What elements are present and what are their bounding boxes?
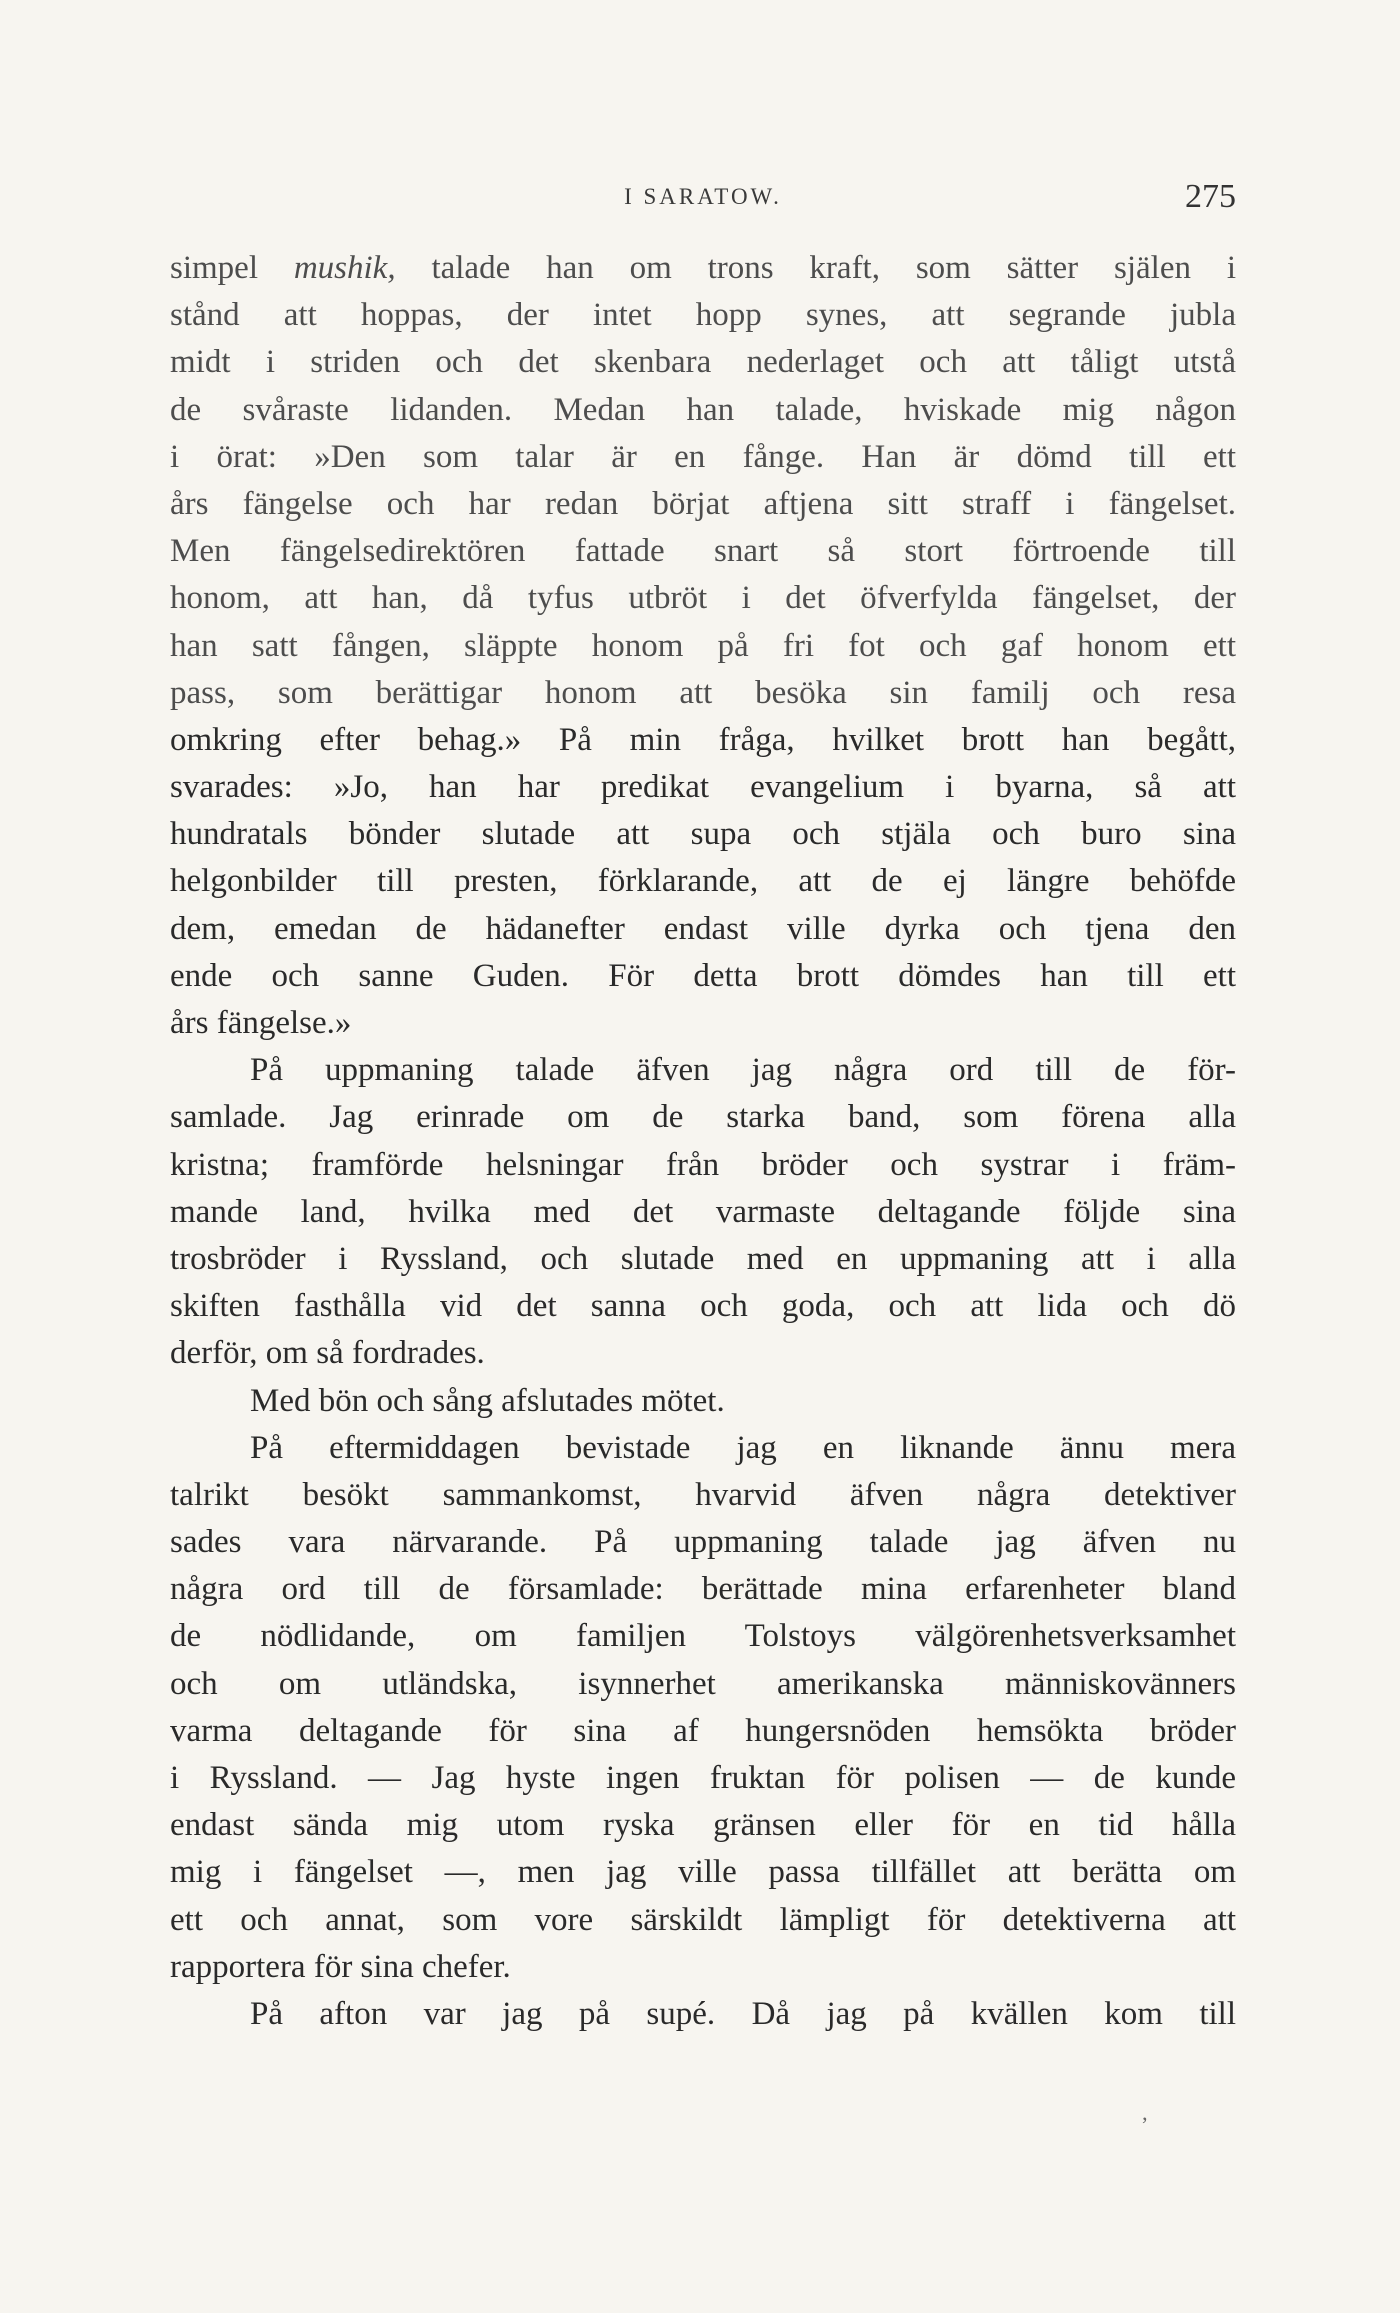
text-line: mande land, hvilka med det varmaste deltagande följde sina (170, 1193, 1236, 1230)
text-line: i Ryssland. — Jag hyste ingen fruktan för polisen — de kunde (170, 1760, 1236, 1796)
text-line: mig i fängelset —, men jag ville passa tillfället att berätta om (170, 1854, 1236, 1891)
text-line: trosbröder i Ryssland, och slutade med en uppmaning att i alla (170, 1240, 1236, 1277)
text-line: På uppmaning talade äfven jag några ord till de för- (250, 1052, 1236, 1089)
text-line: och om utländska, isynnerhet amerikanska människovänners (170, 1665, 1236, 1702)
text-line: endast sända mig utom ryska gränsen eller för en tid hålla (170, 1807, 1236, 1844)
text-line: ende och sanne Guden. För detta brott dömdes han till ett (170, 957, 1236, 994)
text-line: varma deltagande för sina af hungersnöden hemsökta bröder (170, 1712, 1236, 1749)
text-line: pass, som berättigar honom att besöka sin familj och resa (170, 674, 1236, 711)
text-line: helgonbilder till presten, förklarande, att de ej längre behöfde (170, 863, 1236, 900)
text-line: Men fängelsedirektören fattade snart så stort förtroende till (170, 533, 1236, 570)
text-line: i örat: »Den som talar är en fånge. Han är dömd till ett (170, 438, 1236, 475)
running-title: I SARATOW. (624, 184, 782, 209)
text-line: de svåraste lidanden. Medan han talade, hviskade mig någon (170, 391, 1236, 428)
text-line: sades vara närvarande. På uppmaning talade jag äfven nu (170, 1524, 1236, 1561)
text-line: midt i striden och det skenbara nederlaget och att tåligt utstå (170, 344, 1236, 381)
text-line: På afton var jag på supé. Då jag på kvällen kom till (250, 1995, 1236, 2032)
text-line: simpel mushik, talade han om trons kraft, som sätter själen i (170, 250, 1236, 286)
text-line: dem, emedan de hädanefter endast ville dyrka och tjena den (170, 910, 1236, 947)
text-line: Med bön och sång afslutades mötet. (250, 1382, 725, 1419)
text-line: de nödlidande, om familjen Tolstoys välgörenhetsverksamhet (170, 1618, 1236, 1655)
text-line: några ord till de församlade: berättade mina erfarenheter bland (170, 1571, 1236, 1608)
page-number: 275 (1185, 178, 1236, 215)
running-head (170, 178, 1236, 218)
text-line: rapportera för sina chefer. (170, 1948, 511, 1985)
body-text (170, 245, 1236, 2038)
text-line: svarades: »Jo, han har predikat evangelium i byarna, så att (170, 769, 1236, 806)
text-line: stånd att hoppas, der intet hopp synes, att segrande jubla (170, 297, 1236, 334)
text-line: års fängelse och har redan börjat aftjena sitt straff i fängelset. (170, 485, 1236, 522)
text-line: samlade. Jag erinrade om de starka band, som förena alla (170, 1099, 1236, 1136)
text-line: honom, att han, då tyfus utbröt i det öfverfylda fängelset, der (170, 580, 1236, 617)
text-line: hundratals bönder slutade att supa och stjäla och buro sina (170, 816, 1236, 853)
stray-print-mark: ‚ (1141, 2100, 1149, 2125)
text-line: års fängelse.» (170, 1005, 352, 1041)
text-line: han satt fången, släppte honom på fri fot och gaf honom ett (170, 627, 1236, 664)
text-line: ett och annat, som vore särskildt lämpligt för detektiverna att (170, 1901, 1236, 1938)
text-line: omkring efter behag.» På min fråga, hvilket brott han begått, (170, 721, 1236, 758)
text-line: talrikt besökt sammankomst, hvarvid äfven några detektiver (170, 1476, 1236, 1513)
text-line: skiften fasthålla vid det sanna och goda, och att lida och dö (170, 1288, 1236, 1325)
text-line: kristna; framförde helsningar från bröder och systrar i främ- (170, 1146, 1236, 1183)
italic-term: mushik, (293, 250, 396, 286)
text-line: derför, om så fordrades. (170, 1335, 485, 1372)
text-line: På eftermiddagen bevistade jag en liknande ännu mera (250, 1429, 1236, 1466)
